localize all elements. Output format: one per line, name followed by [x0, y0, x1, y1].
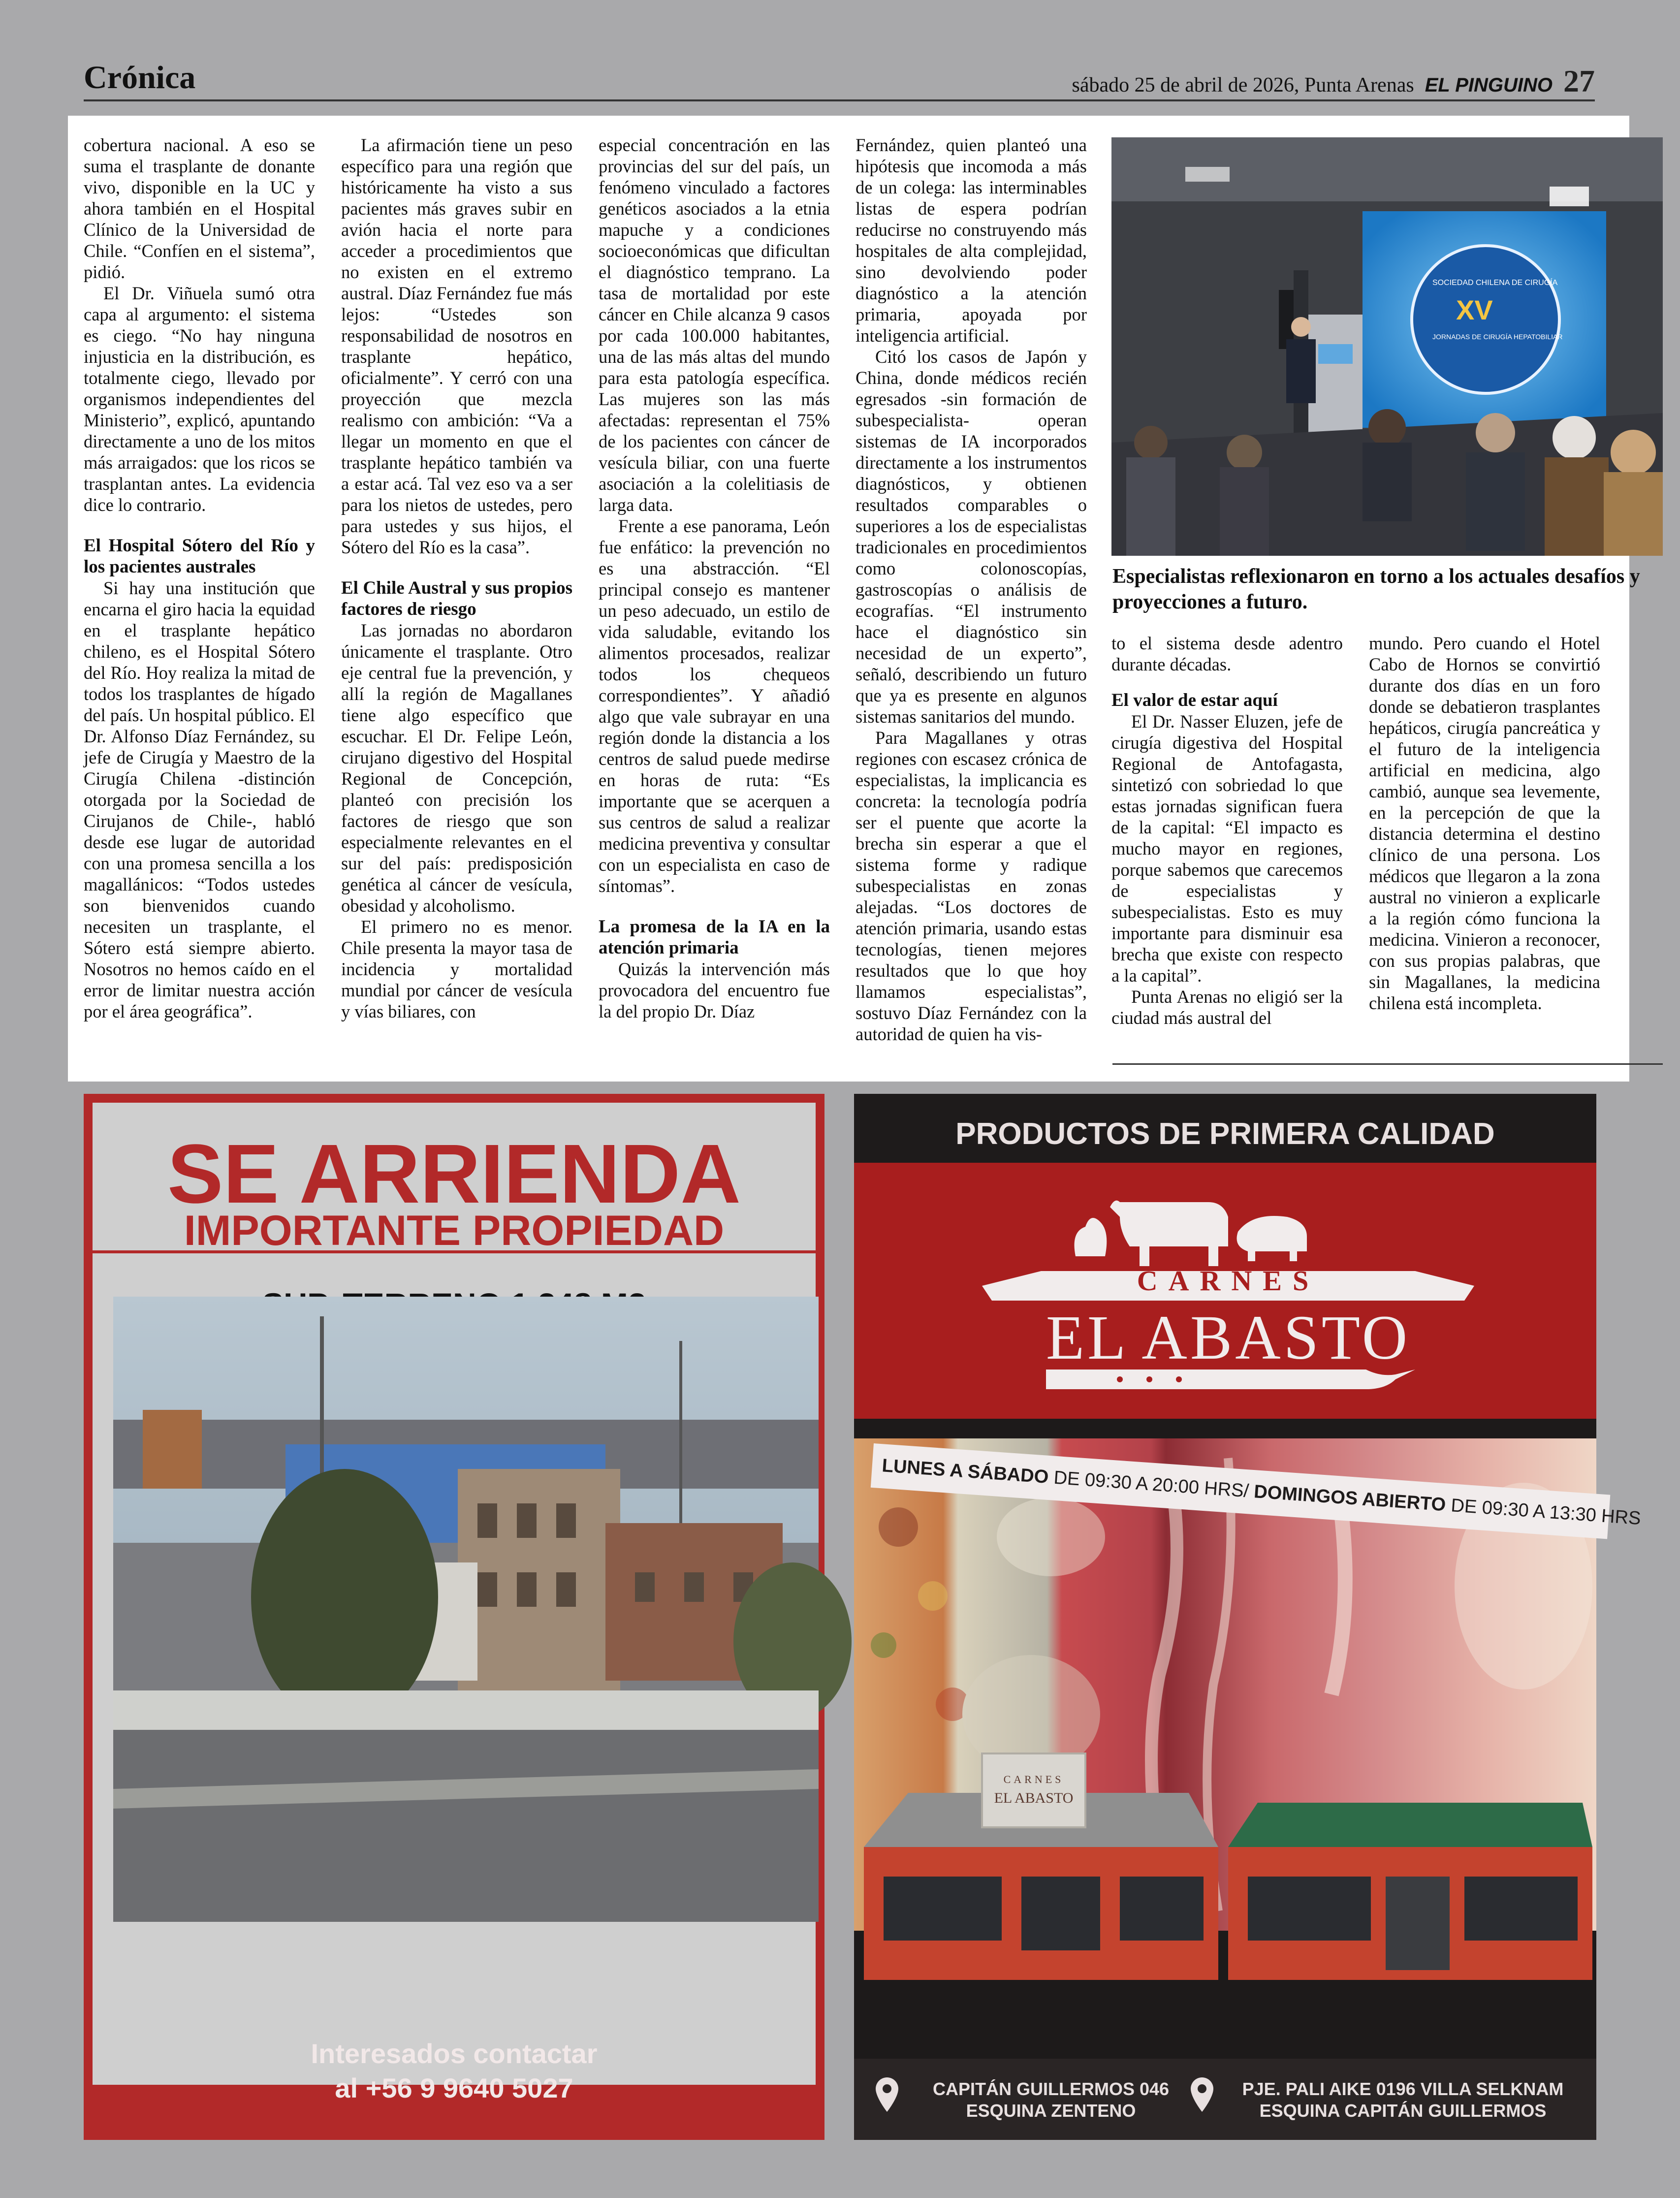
ad-rent-property[interactable]	[84, 1094, 824, 2140]
location-2	[1221, 2078, 1585, 2122]
paragraph: Citó los casos de Japón y China, donde médicos recién egresados -sin formación de subespecialista- operan sistemas de IA incorporados directamente a los instrumentos diagnósticos, y obtienen resultados comparables o superiores a los de especialistas tradicionales en procedimientos como colonoscopías, gastroscopías o análisis de ecografías. “El instrumento hace el diagnóstico sin necesidad de un experto”, señaló, describiendo un futuro que ya es presente en algunos sistemas sanitarios del mundo.	[856, 347, 1087, 727]
screen-logo-society: SOCIEDAD CHILENA DE CIRUGÍA	[1432, 279, 1558, 287]
brand-top-word: CARNES	[1137, 1265, 1320, 1297]
location-2-street: PJE. PALI AIKE 0196 VILLA SELKNAM	[1242, 2079, 1564, 2099]
paragraph: El Dr. Nasser Eluzen, jefe de cirugía digestiva del Hospital Regional de Antofagasta, sintetizó con sobriedad lo que estas jornadas significan fuera de la capital: “El impacto es mucho mayor en regiones, porque sabemos que carecemos de especialistas y subespecialistas. Esto es muy importante para disminuir esa brecha que existe con respecto a la capital”.	[1111, 711, 1343, 986]
photo-caption: Especialistas reflexionaron en torno a los actuales desafíos y proyecciones a futuro.	[1112, 565, 1640, 613]
page-header	[84, 59, 1595, 101]
paragraph: Punta Arenas no eligió ser la ciudad más austral del	[1111, 987, 1343, 1028]
location-1-corner: ESQUINA ZENTENO	[966, 2101, 1136, 2121]
property-illustration	[113, 1297, 819, 1922]
article-column-4	[856, 134, 1087, 1045]
paragraph: Fernández, quien planteó una hipótesis que incomoda a más de un colega: las interminables listas de espera podrían reducirse no construyendo más hospitales de alta complejidad, sino devolviendo poder diagnóstico a la atención primaria, apoyada por inteligencia artificial.	[856, 135, 1087, 346]
paragraph: El primero no es menor. Chile presenta la mayor tasa de incidencia y mortalidad mundial por cáncer de vesícula y vías biliares, con	[341, 917, 572, 1021]
ad-butcher-shop[interactable]	[854, 1094, 1642, 2140]
location-pin-icon	[875, 2076, 899, 2113]
storefront-sign-top: CARNES	[1003, 1773, 1064, 1785]
paragraph: Para Magallanes y otras regiones con escasez crónica de especialistas, la implicancia es concreta: la tecnología podría ser el puente que acorte la brecha sin esperar a que el sistema forme y radique subespecialistas en zonas alejadas. “Los doctores de atención primaria, usando estas tecnologías, tienen mejores resultados que lo que hoy llamamos especialistas”, sostuvo Díaz Fernández con la autoridad de quien ha vis-	[856, 728, 1087, 1044]
hours-sunday-label: DOMINGOS ABIERTO	[1253, 1481, 1447, 1516]
hours-weekday-time: DE 09:30 A 20:00 HRS/	[1047, 1467, 1255, 1502]
subheading: El valor de estar aquí	[1111, 690, 1278, 710]
paragraph: Si hay una institución que encarna el giro hacia la equidad en el trasplante hepático chileno, es el Hospital Sótero del Río. Hoy realiza la mitad de todos los trasplantes de hígado del país. Un hospital público. El Dr. Alfonso Díaz Fernández, su jefe de Cirugía y Maestro de la Cirugía Chilena -distinción otorgada por la Sociedad de Cirujanos de Chile-, habló desde ese lugar de autoridad con una promesa sencilla a los magallánicos: “Todos ustedes son bienvenidos cuando necesiten un trasplante, el Sótero está siempre abierto. Nosotros no hemos caído en el error de limitar nuestra acción por el área geográfica”.	[84, 578, 315, 1021]
paragraph: especial concentración en las provincias del sur del país, un fenómeno vinculado a factores genéticos asociados a la etnia mapuche y a condiciones socioeconómicas que dificultan el diagnóstico temprano. La tasa de mortalidad por este cáncer en Chile alcanza 9 casos por cada 100.000 habitantes, una de las más altas del mundo para esta patología específica. Las mujeres son las más afectadas: representan el 75% de los pacientes con cáncer de vesícula biliar, con una fuerte asociación a la colelitiasis de larga data.	[599, 135, 830, 515]
subheading: El Chile Austral y sus propios factores de riesgo	[341, 578, 572, 619]
section-title: Crónica	[84, 60, 196, 96]
conference-illustration	[1111, 137, 1663, 556]
location-1-street: CAPITÁN GUILLERMOS 046	[932, 2079, 1170, 2099]
hours-weekday-label: LUNES A SÁBADO	[881, 1455, 1049, 1488]
ad-rent-title: SE ARRIENDA	[167, 1127, 741, 1221]
paragraph: to el sistema desde adentro durante décadas.	[1111, 633, 1343, 674]
property-photo	[113, 1297, 819, 1922]
article-column-5	[1111, 633, 1343, 1028]
subheading: El Hospital Sótero del Río y los pacientes australes	[84, 536, 315, 577]
article-column-1	[84, 134, 315, 1022]
paragraph: mundo. Pero cuando el Hotel Cabo de Hornos se convirtió durante dos días en un foro donde se debatieron trasplantes hepáticos, cirugía pancreática y el futuro de la inteligencia artificial en medicina, algo cambió, aunque sea levemente, en la percepción de que la distancia determina el destino clínico de una persona. Los médicos que llegaron a la zona austral no vinieron a explicarle a la región cómo funciona la medicina. Vinieron a reconocer, con sus propias palabras, que sin Magallanes, la medicina chilena está incompleta.	[1369, 633, 1600, 1013]
paragraph: La afirmación tiene un peso específico para una región que históricamente ha visto a sus pacientes más graves subir en avión hacia el norte para acceder a procedimientos que no existen en el extremo austral. Díaz Fernández fue más lejos: “Ustedes son responsabilidad de nosotros en trasplante hepático, oficialmente”. Y cerró con una proyección que mezcla realismo con ambición: “Va a llegar un momento en que el trasplante hepático también va a estar acá. Tal vez eso va a ser para los nietos de ustedes, pero para ustedes y sus hijos, el Sótero del Río es la casa”.	[341, 135, 572, 557]
paragraph: El Dr. Viñuela sumó otra capa al argumento: el sistema es ciego. “No hay ninguna injusticia en la distribución, es totalmente ciego, llevado por organismos independientes del Ministerio”, explicó, apuntando directamente a uno de los mitos más arraigados: que los ricos se trasplantan antes. La evidencia dice lo contrario.	[84, 283, 315, 515]
brand-name: EL ABASTO	[1046, 1303, 1411, 1372]
article-column-2	[341, 134, 572, 1022]
location-pin-icon	[1190, 2076, 1214, 2113]
storefront-sign-name: EL ABASTO	[994, 1790, 1074, 1806]
paragraph: Frente a ese panorama, León fue enfático: la prevención no es una abstracción. “El principal consejo es mantener un peso adecuado, un estilo de vida saludable, evitando los alimentos procesados, realizar todos los chequeos correspondientes”. Y añadió algo que vale subrayar en una región donde la distancia a los centros de salud puede medirse en horas de ruta: “Es importante que se acerquen a sus centros de salud a realizar medicina preventiva y consultar con un especialista en caso de síntomas”.	[599, 516, 830, 896]
ad-rent-subtitle: IMPORTANTE PROPIEDAD	[184, 1207, 725, 1254]
newspaper-name: EL PINGUINO	[1425, 74, 1553, 96]
screen-logo-event: JORNADAS DE CIRUGÍA HEPATOBILIAR	[1432, 333, 1563, 341]
article-column-6	[1369, 633, 1600, 1014]
location-1	[918, 2078, 1184, 2122]
paragraph: Las jornadas no abordaron únicamente el trasplante. Otro eje central fue la prevención, y allí la región de Magallanes tiene algo específico que escuchar. El Dr. Felipe León, cirujano digestivo del Hospital Regional de Concepción, planteó con precisión los factores de riesgo que son especialmente relevantes en el sur del país: predisposición genética al cáncer de vesícula, obesidad y alcoholismo.	[341, 620, 572, 916]
hours-sunday-time: DE 09:30 A 13:30 HRS	[1445, 1495, 1642, 1529]
ad-rent-phone[interactable]: al +56 9 9640 5027	[335, 2072, 573, 2103]
page-number: 27	[1563, 64, 1595, 98]
header-meta	[1072, 63, 1595, 99]
screen-logo-numeral: XV	[1456, 294, 1493, 325]
storefront-illustration	[854, 1734, 1596, 1990]
location-2-corner: ESQUINA CAPITÁN GUILLERMOS	[1259, 2101, 1547, 2121]
subheading: La promesa de la IA en la atención primaria	[599, 917, 830, 958]
divider	[1112, 1063, 1663, 1065]
issue-date: sábado 25 de abril de 2026, Punta Arenas	[1072, 74, 1414, 96]
article-column-3	[599, 134, 830, 1022]
ad-rent-contact	[84, 2037, 824, 2105]
paragraph: cobertura nacional. A eso se suma el trasplante de donante vivo, disponible en la UC y ahora también en el Hospital Clínico de la Universidad de Chile. “Confíen en el sistema”, pidió.	[84, 135, 315, 282]
farm-animals-icon	[1061, 1182, 1317, 1266]
divider	[93, 1250, 816, 1253]
article-panel	[68, 116, 1640, 1082]
paragraph: Quizás la intervención más provocadora del encuentro fue la del propio Dr. Díaz	[599, 959, 830, 1021]
locations-bar	[854, 2059, 1596, 2140]
ad-rent-contact-line1: Interesados contactar	[311, 2038, 598, 2069]
conference-photo	[1111, 137, 1663, 556]
ad-quality-banner: PRODUCTOS DE PRIMERA CALIDAD	[955, 1117, 1495, 1151]
